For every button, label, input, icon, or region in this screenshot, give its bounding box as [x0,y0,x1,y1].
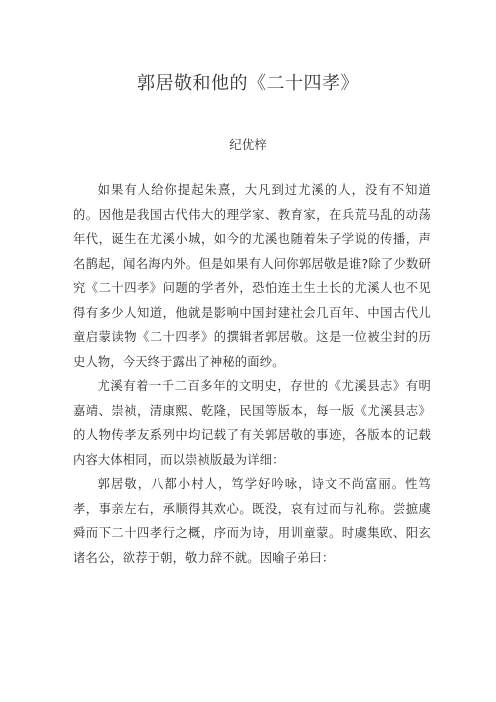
document-body [73,178,431,570]
paragraph-3: 郭居敬，八都小村人，笃学好吟咏，诗文不尚富丽。性笃孝，事亲左右，承顺得其欢心。既没，哀有过而与礼称。尝摭虞舜而下二十四孝行之概，序而为诗，用训童蒙。时虞集欧、阳玄诸名公，欲荐于朝，敬力辞不就。因喻子弟曰： [73,477,431,565]
document-title: 郭居敬和他的《二十四孝》 [137,73,359,94]
paragraph-1: 如果有人给你提起朱熹，大凡到过尤溪的人，没有不知道的。因他是我国古代伟大的理学家、教育家，在兵荒马乱的动荡年代，诞生在尤溪小城，如今的尤溪也随着朱子学说的传播，声名鹊起，闻名海内外。但是如果有人问你郭居敬是谁?除了少数研究《二十四孝》问题的学者外，恐怕连土生土长的尤溪人也不见得有多少人知道，他就是影响中国封建社会几百年、中国古代儿童启蒙读物《二十四孝》的撰辑者郭居敬。这是一位被尘封的历史人物，今天终于露出了神秘的面纱。 [73,183,431,369]
document-author: 纪优梓 [229,137,267,152]
paragraph-2: 尤溪有着一千二百多年的文明史，存世的《尤溪县志》有明嘉靖、崇祯，清康熙、乾隆，民国等版本，每一版《尤溪县志》的人物传孝友系列中均记载了有关郭居敬的事迹，各版本的记载内容大体相同，而以崇祯版最为详细： [73,379,431,467]
